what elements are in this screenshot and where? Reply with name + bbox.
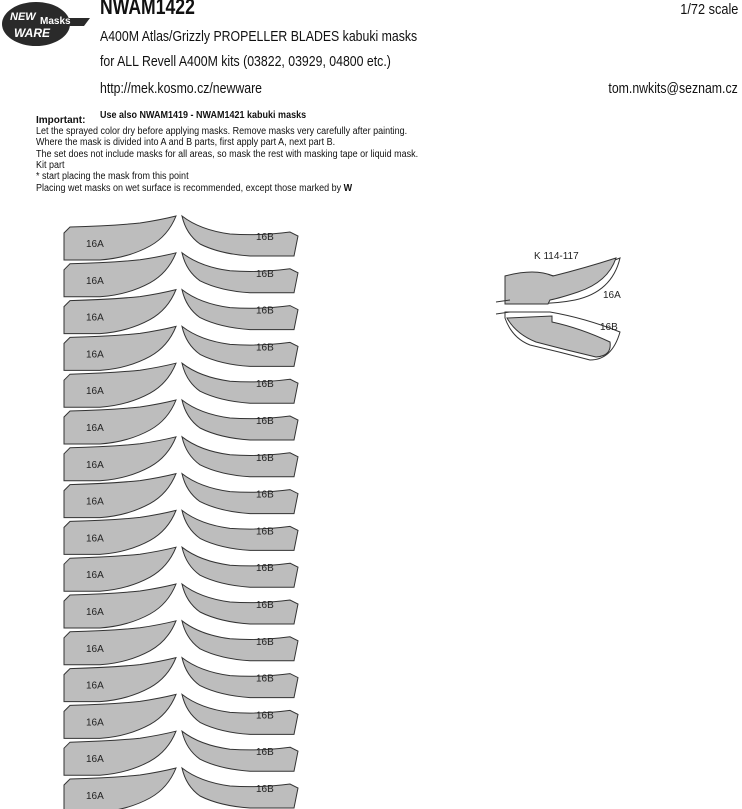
logo-masks-text: Masks — [40, 16, 71, 27]
mask-16b — [182, 474, 298, 514]
mask-label-16b: 16B — [256, 232, 274, 243]
wet-marker: W — [343, 183, 353, 194]
mask-16b — [182, 694, 298, 734]
mask-label-16b: 16B — [256, 416, 274, 427]
mask-label-16a: 16A — [86, 533, 104, 545]
mask-16b — [182, 216, 298, 256]
mask-label-16a: 16A — [86, 754, 104, 766]
mask-label-16a: 16A — [86, 459, 104, 471]
mask-label-16a: 16A — [86, 496, 104, 508]
detail-label-16a: 16A — [603, 290, 621, 301]
mask-label-16b: 16B — [256, 784, 274, 795]
mask-label-16b: 16B — [256, 268, 274, 280]
note-wet-text: Placing wet masks on wet surface is recommended, except those marked by — [36, 183, 342, 194]
website-link[interactable]: http://mek.kosmo.cz/newware — [100, 80, 263, 97]
title-line-1: A400M Atlas/Grizzly PROPELLER BLADES kabuki masks — [100, 28, 418, 45]
mask-label-16a: 16A — [86, 239, 104, 250]
mask-label-16a: 16A — [86, 386, 104, 398]
mask-16b — [182, 584, 298, 624]
mask-label-16a: 16A — [86, 423, 104, 434]
title-line-2: for ALL Revell A400M kits (03822, 03929, 04800 etc.) — [100, 53, 391, 70]
mask-16b — [182, 290, 298, 330]
mask-16b — [182, 437, 298, 477]
mask-16b — [182, 363, 298, 403]
mask-16b — [182, 253, 298, 293]
mask-label-16b: 16B — [256, 600, 274, 611]
mask-label-16b: 16B — [256, 747, 274, 759]
mask-label-16b: 16B — [256, 452, 274, 464]
note-line: The set does not include masks for all areas, so mask the rest with masking tape or liquid mask. — [36, 149, 419, 160]
mask-label-16b: 16B — [256, 710, 274, 722]
important-label: Important: — [36, 115, 86, 126]
mask-16b — [182, 547, 298, 587]
logo-new-text: NEW — [10, 11, 36, 23]
mask-16b — [182, 400, 298, 440]
mask-16b — [182, 768, 298, 808]
mask-16b — [182, 658, 298, 698]
mask-label-16b: 16B — [256, 563, 274, 575]
mask-label-16b: 16B — [256, 379, 274, 391]
mask-label-16a: 16A — [86, 680, 104, 692]
mask-label-16a: 16A — [86, 570, 104, 582]
mask-label-16a: 16A — [86, 275, 104, 287]
mask-16b — [182, 731, 298, 771]
use-also-note: Use also NWAM1419 - NWAM1421 kabuki masks — [100, 110, 307, 121]
mask-16b — [182, 326, 298, 366]
detail-label-16b: 16B — [600, 322, 618, 333]
mask-label-16b: 16B — [256, 636, 274, 648]
mask-label-16b: 16B — [256, 489, 274, 501]
note-line: Let the sprayed color dry before applying masks. Remove masks very carefully after painting. — [36, 126, 408, 137]
mask-16b — [182, 621, 298, 661]
mask-label-16a: 16A — [86, 312, 104, 324]
mask-rows — [64, 216, 298, 809]
mask-label-16a: 16A — [86, 791, 104, 802]
mask-label-16b: 16B — [256, 673, 274, 685]
scale-label: 1/72 scale — [679, 1, 738, 18]
logo-ware-text: WARE — [14, 26, 50, 40]
mask-label-16a: 16A — [86, 717, 104, 729]
kit-part-number: K 114-117 — [534, 251, 579, 262]
mask-16a-detail — [505, 258, 616, 304]
kit-part-detail — [496, 251, 621, 360]
mask-label-16a: 16A — [86, 349, 104, 361]
note-line: * start placing the mask from this point — [36, 171, 189, 182]
note-line: Kit part — [36, 160, 65, 171]
note-line: Where the mask is divided into A and B parts, first apply part A, next part B. — [36, 137, 336, 148]
mask-label-16b: 16B — [256, 342, 274, 354]
sheet-code: NWAM1422 — [100, 0, 195, 19]
mask-label-16b: 16B — [256, 526, 274, 538]
mask-16a — [64, 216, 176, 260]
mask-16b — [182, 510, 298, 550]
mask-label-16b: 16B — [256, 305, 274, 317]
mask-label-16a: 16A — [86, 643, 104, 655]
contact-email[interactable]: tom.nwkits@seznam.cz — [608, 80, 738, 97]
mask-label-16a: 16A — [86, 607, 104, 618]
